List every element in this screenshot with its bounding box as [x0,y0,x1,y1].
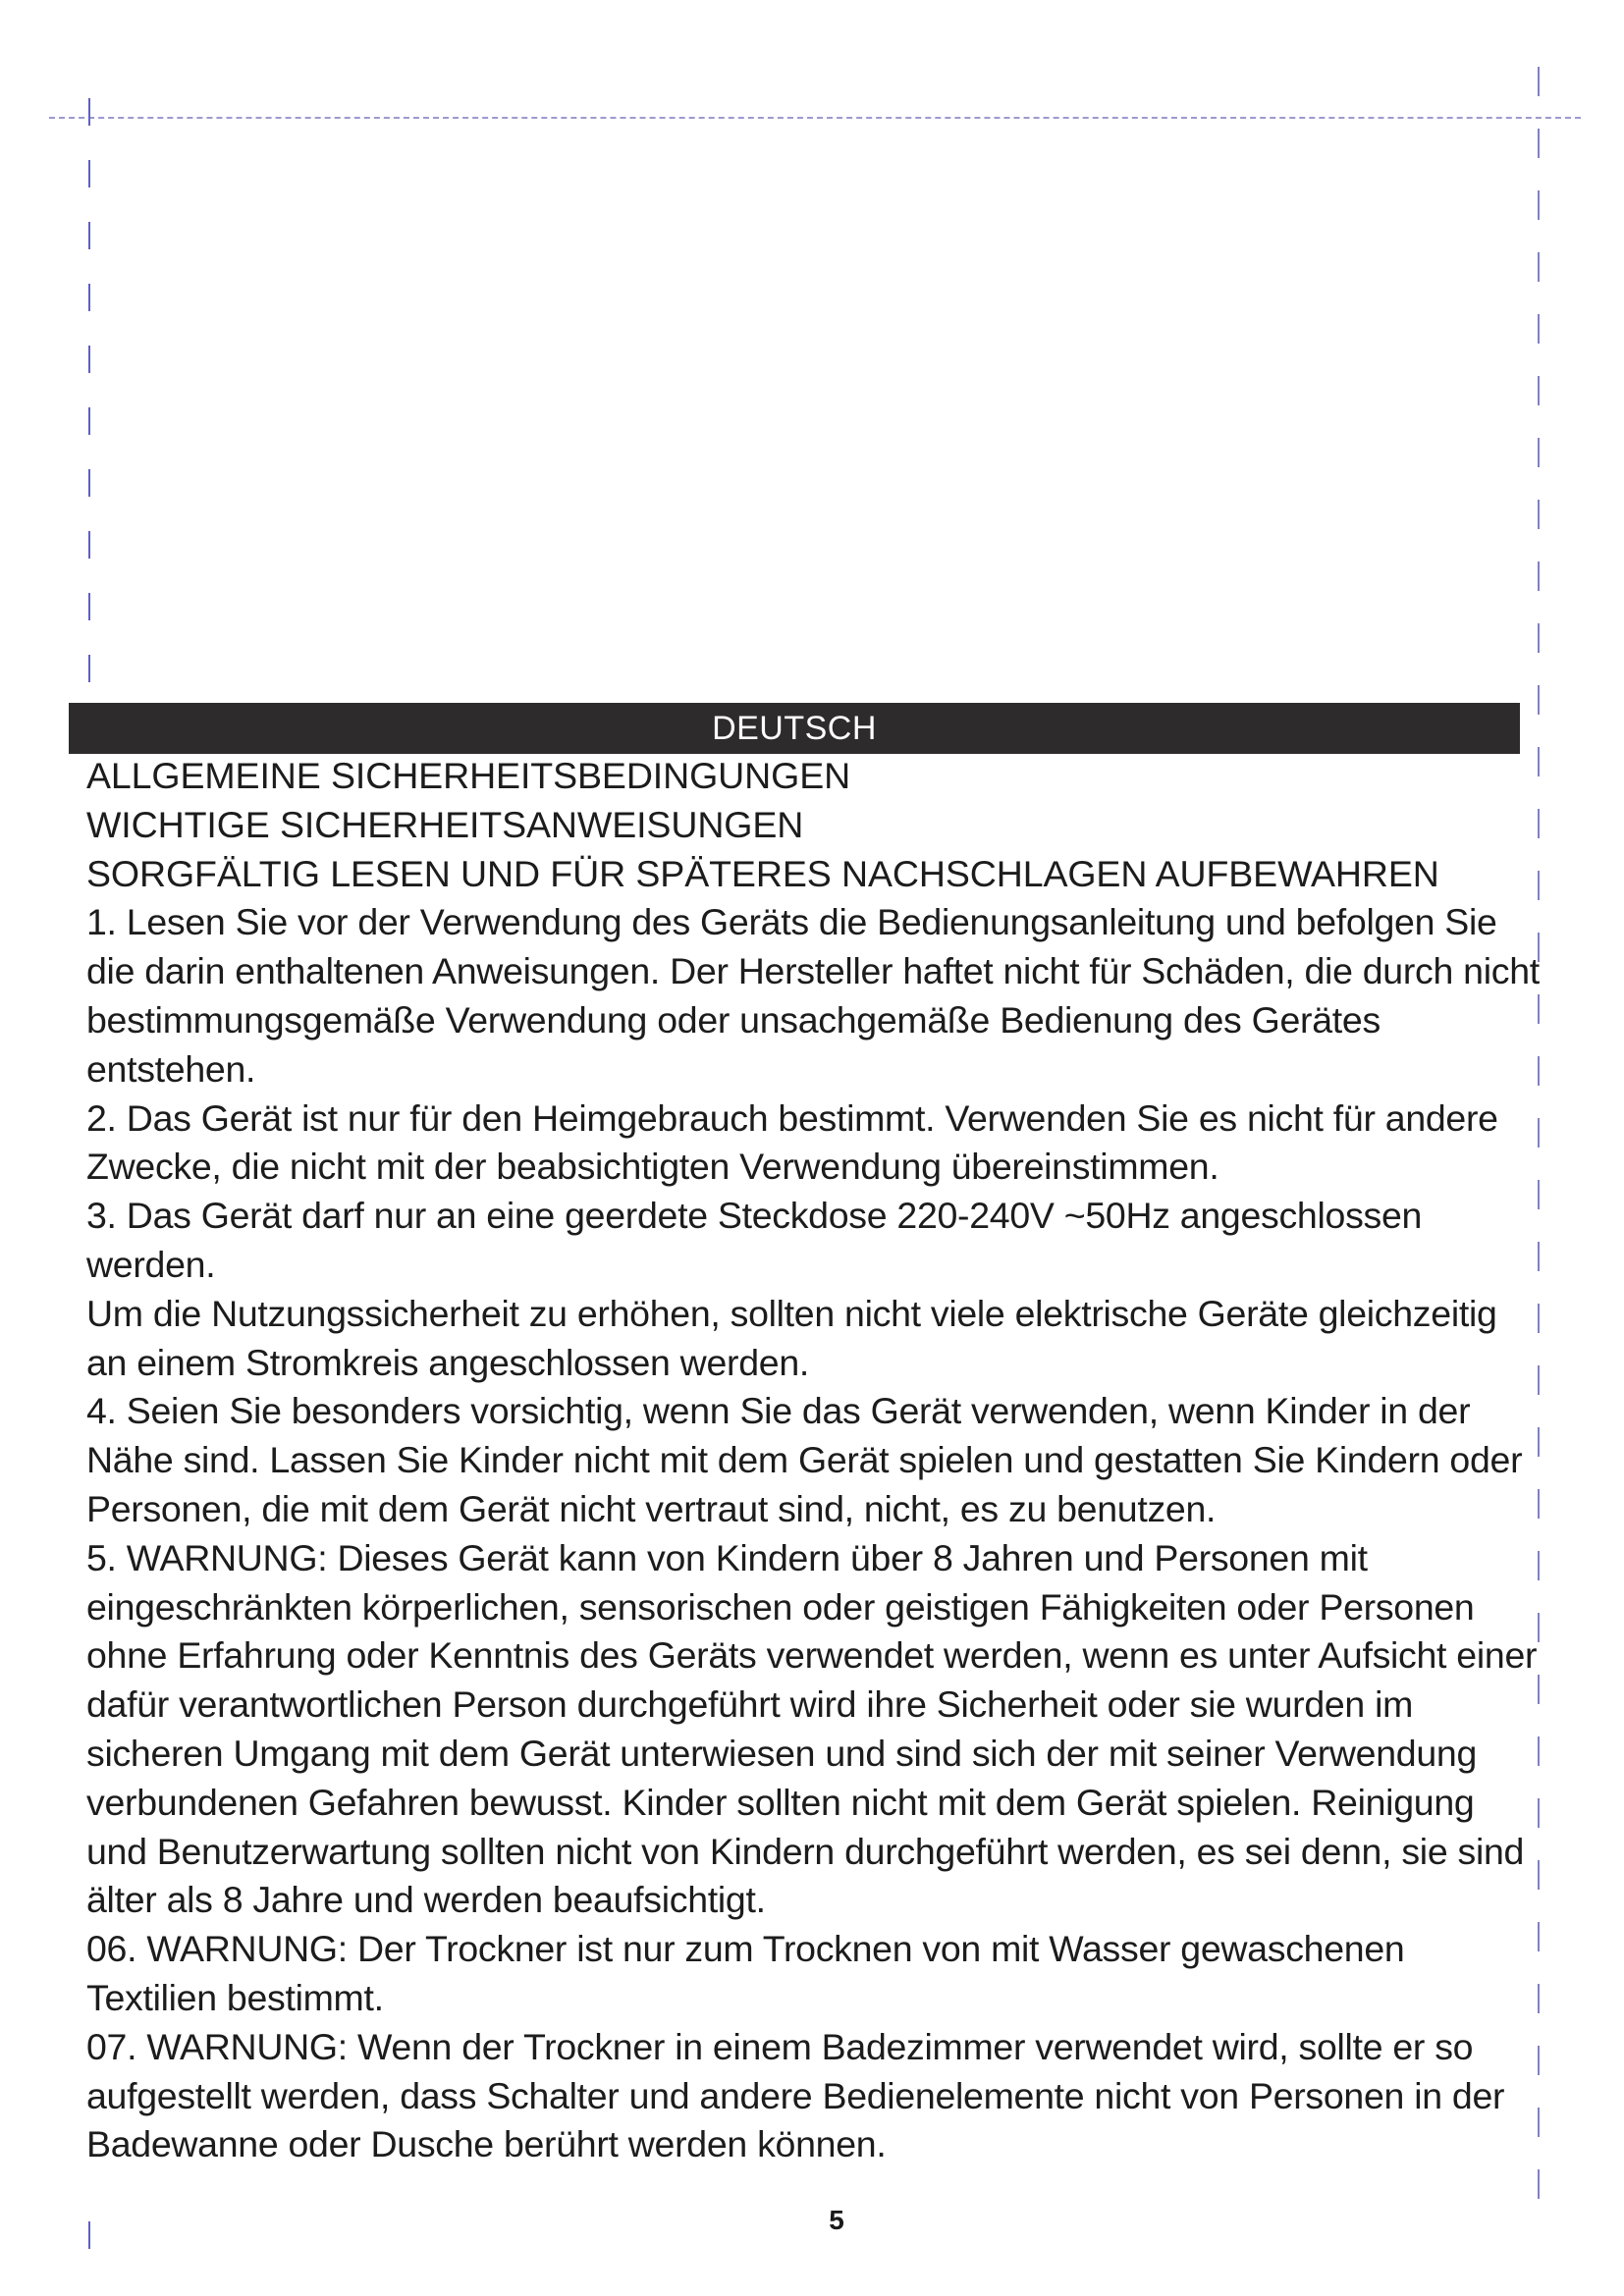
language-label: DEUTSCH [712,709,877,747]
heading-read-carefully: SORGFÄLTIG LESEN UND FÜR SPÄTERES NACHSCHLAGEN AUFBEWAHREN [86,852,1439,894]
paragraph-4: 4. Seien Sie besonders vorsichtig, wenn Sie das Gerät verwenden, wenn Kinder in der Nähe sind. Lassen Sie Kinder nicht mit dem Gerät spielen und gestatten Sie Kindern oder Personen, die mit dem Gerät nicht vertraut sind, nicht, es zu benutzen. [86,1390,1523,1529]
paragraph-2: 2. Das Gerät ist nur für den Heimgebrauch bestimmt. Verwenden Sie es nicht für andere Zwecke, die nicht mit der beabsichtigten Verwendung übereinstimmen. [86,1096,1498,1188]
safety-instructions [86,752,1540,2169]
paragraph-circuit-note: Um die Nutzungssicherheit zu erhöhen, sollten nicht viele elektrische Geräte gleichzeitig an einem Stromkreis angeschlossen werden. [86,1292,1497,1383]
paragraph-1: 1. Lesen Sie vor der Verwendung des Geräts die Bedienungsanleitung und befolgen Sie die darin enthaltenen Anweisungen. Der Hersteller haftet nicht für Schäden, die durch nicht bestimmungsgemäße Verwendung oder unsachgemäße Bedienung des Gerätes entstehen. [86,901,1540,1090]
paragraph-7: 07. WARNUNG: Wenn der Trockner in einem Badezimmer verwendet wird, sollte er so aufgestellt werden, dass Schalter und andere Bedienelemente nicht von Personen in der Badewanne oder Dusche berührt werden können. [86,2025,1505,2165]
paragraph-6: 06. WARNUNG: Der Trockner ist nur zum Trocknen von mit Wasser gewaschenen Textilien bestimmt. [86,1928,1405,2018]
page-number: 5 [829,2205,844,2235]
heading-important-instructions: WICHTIGE SICHERHEITSANWEISUNGEN [86,803,804,845]
paragraph-3: 3. Das Gerät darf nur an eine geerdete Steckdose 220-240V ~50Hz angeschlossen werden. [86,1195,1423,1285]
language-header-bar [69,703,1520,754]
heading-general-safety: ALLGEMEINE SICHERHEITSBEDINGUNGEN [86,755,851,796]
paragraph-5: 5. WARNUNG: Dieses Gerät kann von Kindern über 8 Jahren und Personen mit eingeschränkten körperlichen, sensorischen oder geistigen Fähigkeiten oder Personen ohne Erfahrung oder Kenntnis des Geräts verwendet werden, wenn es unter Aufsicht einer dafür verantwortlichen Person durchgeführt wird ihre Sicherheit oder sie wurden im sicheren Umgang mit dem Gerät unterwiesen und sind sich der mit seiner Verwendung verbundenen Gefahren bewusst. Kinder sollten nicht mit dem Gerät spielen. Reinigung und Benutzerwartung sollten nicht von Kindern durchgeführt werden, es sei denn, sie sind älter als 8 Jahre und werden beaufsichtigt. [86,1536,1538,1921]
crop-mark-top [49,117,1581,119]
